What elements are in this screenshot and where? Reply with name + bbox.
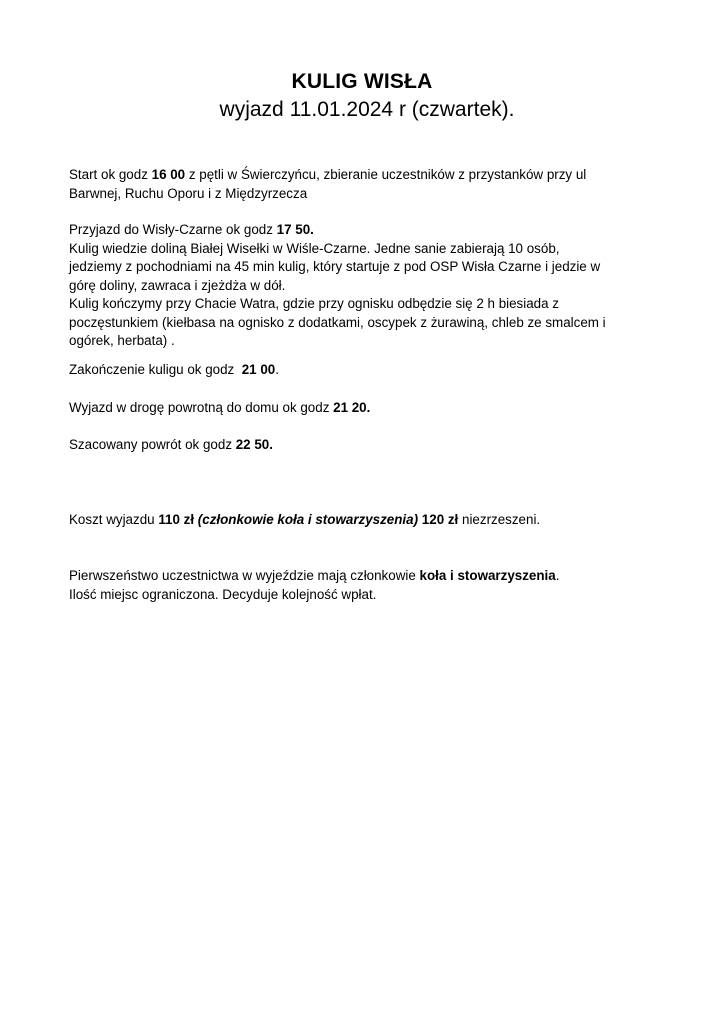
start-paragraph bbox=[69, 166, 669, 203]
priority-text-before: Pierwszeństwo uczestnictwa w wyjeździe mają członkowie bbox=[69, 568, 420, 583]
end-text-after: . bbox=[275, 362, 279, 377]
arrival-line bbox=[69, 221, 669, 240]
priority-line-1 bbox=[69, 567, 669, 586]
return-line bbox=[69, 436, 669, 455]
departure-paragraph bbox=[69, 399, 669, 418]
feast-line-3: ogórek, herbata) . bbox=[69, 333, 175, 348]
arrival-text-before: Przyjazd do Wisły-Czarne ok godz bbox=[69, 222, 277, 237]
start-text-before: Start ok godz bbox=[69, 167, 152, 182]
cost-text-before: Koszt wyjazdu bbox=[69, 512, 159, 527]
priority-paragraph bbox=[69, 567, 669, 604]
end-text-before: Zakończenie kuligu ok godz bbox=[69, 362, 242, 377]
return-paragraph bbox=[69, 436, 669, 455]
priority-line-2: Ilość miejsc ograniczona. Decyduje kolejność wpłat. bbox=[69, 586, 377, 602]
arrival-time: 17 50. bbox=[276, 222, 314, 237]
route-line-2: jedziemy z pochodniami na 45 min kulig, który startuje z pod OSP Wisła Czarne i jedzie w bbox=[69, 259, 601, 274]
cost-line bbox=[69, 511, 669, 530]
cost-text-after: niezrzeszeni. bbox=[458, 512, 541, 527]
cost-paragraph bbox=[69, 511, 669, 530]
end-time: 21 00 bbox=[241, 362, 276, 377]
start-line-1 bbox=[69, 166, 669, 185]
document-subtitle: wyjazd 11.01.2024 r (czwartek). bbox=[219, 98, 515, 121]
departure-time: 21 20. bbox=[333, 400, 371, 415]
member-note: (członkowie koła i stowarzyszenia) bbox=[197, 512, 419, 527]
nonmember-price: 120 zł bbox=[421, 512, 459, 527]
member-price: 110 zł bbox=[158, 512, 195, 527]
end-line bbox=[69, 361, 669, 380]
departure-line bbox=[69, 399, 669, 418]
end-paragraph bbox=[69, 361, 669, 380]
priority-groups: koła i stowarzyszenia bbox=[419, 568, 556, 583]
start-text-after: z pętli w Świerczyńcu, zbieranie uczestników z przystanków przy ul bbox=[185, 167, 587, 182]
route-line-3: górę doliny, zawraca i zjeżdża w dół. bbox=[69, 277, 286, 293]
start-time: 16 00 bbox=[151, 167, 186, 182]
priority-text-after: . bbox=[555, 568, 560, 583]
document-title: KULIG WISŁA bbox=[291, 70, 433, 93]
departure-text-before: Wyjazd w drogę powrotną do domu ok godz bbox=[69, 400, 334, 415]
arrival-paragraph bbox=[69, 221, 669, 351]
route-line-1: Kulig wiedzie doliną Białej Wisełki w Wiśle-Czarne. Jedne sanie zabierają 10 osób, bbox=[69, 240, 560, 256]
return-text-before: Szacowany powrót ok godz bbox=[69, 437, 236, 452]
start-line-2: Barwnej, Ruchu Oporu i z Międzyrzecza bbox=[69, 185, 308, 201]
feast-line-1: Kulig kończymy przy Chacie Watra, gdzie przy ognisku odbędzie się 2 h biesiada z bbox=[69, 296, 559, 311]
return-time: 22 50. bbox=[235, 437, 273, 452]
feast-line-2: poczęstunkiem (kiełbasa na ognisko z dodatkami, oscypek z żurawiną, chleb ze smalcem i bbox=[69, 314, 606, 330]
